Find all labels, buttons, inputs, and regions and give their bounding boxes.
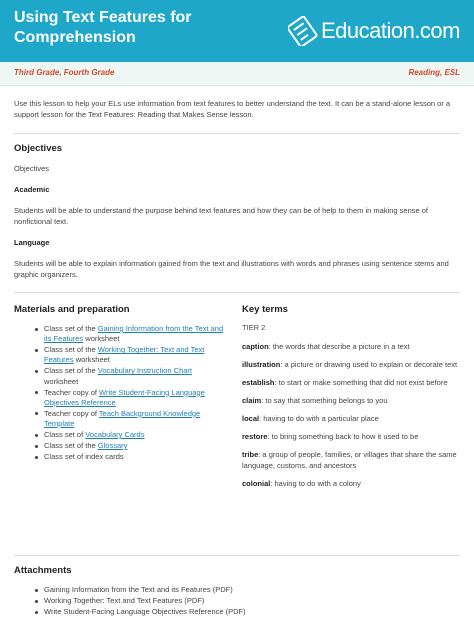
term-word: illustration <box>242 360 281 369</box>
material-item-text: Class set of index cards <box>44 452 124 462</box>
materials-heading: Materials and preparation <box>14 304 130 315</box>
academic-heading: Academic <box>14 185 50 194</box>
key-term <box>242 395 468 406</box>
material-item-text: Class set of <box>44 430 86 440</box>
term-word: claim <box>242 396 262 405</box>
term-definition: : a picture or drawing used to explain or decorate text <box>280 360 458 369</box>
material-item-text: Teacher copy of <box>44 387 100 397</box>
material-link[interactable]: Glossary <box>97 441 128 451</box>
material-item-text: Teacher copy of <box>44 408 99 418</box>
attachment-item[interactable]: Write Student-Facing Language Objectives Reference (PDF) <box>34 607 454 617</box>
material-link[interactable]: Vocabulary Instruction Chart <box>97 366 192 376</box>
material-link[interactable]: Working Together: Text and Text Features <box>44 345 205 365</box>
meta-bar <box>0 62 474 86</box>
material-item-text: Class set of the <box>44 345 98 355</box>
key-term <box>242 449 468 471</box>
attachments-list <box>34 585 454 618</box>
subject-label: Reading, ESL <box>408 68 460 77</box>
term-word: local <box>242 414 260 423</box>
term-definition: : having to do with a colony <box>270 479 361 488</box>
objectives-heading: Objectives <box>14 143 63 154</box>
divider <box>14 555 460 556</box>
key-terms-heading: Key terms <box>242 304 288 315</box>
material-item <box>34 345 228 365</box>
material-link[interactable]: Gaining Information from the Text and its Features <box>44 324 224 344</box>
term-word: establish <box>242 378 275 387</box>
attachment-item[interactable]: Gaining Information from the Text and its Features (PDF) <box>34 585 454 595</box>
header-bar <box>0 0 474 62</box>
term-word: caption <box>242 342 269 351</box>
key-terms-list <box>242 323 468 496</box>
materials-list <box>34 324 228 463</box>
divider <box>14 133 460 134</box>
term-definition: : having to do with a particular place <box>259 414 379 423</box>
material-item <box>34 366 228 386</box>
key-term <box>242 413 468 424</box>
key-term <box>242 478 468 489</box>
material-item <box>34 324 228 344</box>
material-link[interactable]: Vocabulary Cards <box>85 430 145 440</box>
term-definition: : to start or make something that did not exist before <box>274 378 448 387</box>
key-term <box>242 341 468 352</box>
divider <box>14 292 460 293</box>
term-word: tribe <box>242 450 259 459</box>
objectives-subheading: Objectives <box>14 164 50 173</box>
material-item-text: Class set of the <box>44 324 98 333</box>
material-item-suffix: worksheet <box>44 376 79 386</box>
tier-label: TIER 2 <box>242 323 266 332</box>
term-definition: : a group of people, families, or villages that share the same language, customs, and ancestors <box>242 450 457 470</box>
material-item <box>34 441 228 451</box>
key-term <box>242 377 468 388</box>
material-item-text: Class set of the <box>44 441 98 451</box>
material-item-suffix: worksheet <box>83 334 120 344</box>
key-term <box>242 431 468 442</box>
academic-text: Students will be able to understand the purpose behind text features and how they can be of help to them in making sense of nonfictional text. <box>14 206 429 226</box>
key-term <box>242 359 468 370</box>
attachment-item[interactable]: Working Together: Text and Text Features (PDF) <box>34 596 454 606</box>
material-item <box>34 388 228 408</box>
material-item-text: Class set of the <box>44 366 98 376</box>
term-definition: : the words that describe a picture in a text <box>268 342 410 351</box>
material-link[interactable]: Teach Background Knowledge Template <box>44 408 201 429</box>
language-text: Students will be able to explain information gained from the text and illustrations with words and phrases using sentence stems and graphic organizers. <box>14 259 449 279</box>
grade-label: Third Grade, Fourth Grade <box>14 68 115 77</box>
attachments-heading: Attachments <box>14 565 72 576</box>
material-item-suffix: worksheet <box>73 355 110 365</box>
education-com-logo[interactable] <box>288 16 460 46</box>
term-word: restore <box>242 432 268 441</box>
material-link[interactable]: Write Student-Facing Language Objectives Reference <box>44 387 205 407</box>
term-definition: : to bring something back to how it used to be <box>267 432 419 441</box>
term-word: colonial <box>242 479 271 488</box>
language-heading: Language <box>14 238 50 247</box>
page-title: Using Text Features for Comprehension <box>14 9 192 46</box>
logo-icon <box>288 16 318 46</box>
material-item <box>34 409 228 429</box>
material-item <box>34 452 228 462</box>
term-definition: : to say that something belongs to you <box>261 396 388 405</box>
material-item <box>34 430 228 440</box>
lesson-intro: Use this lesson to help your ELs use information from text features to better understand the text. It can be a stand-alone lesson or a support lesson for the Text Features: Reading that Makes Sense lesson. <box>14 99 451 119</box>
logo-text: Education.com <box>320 18 460 43</box>
